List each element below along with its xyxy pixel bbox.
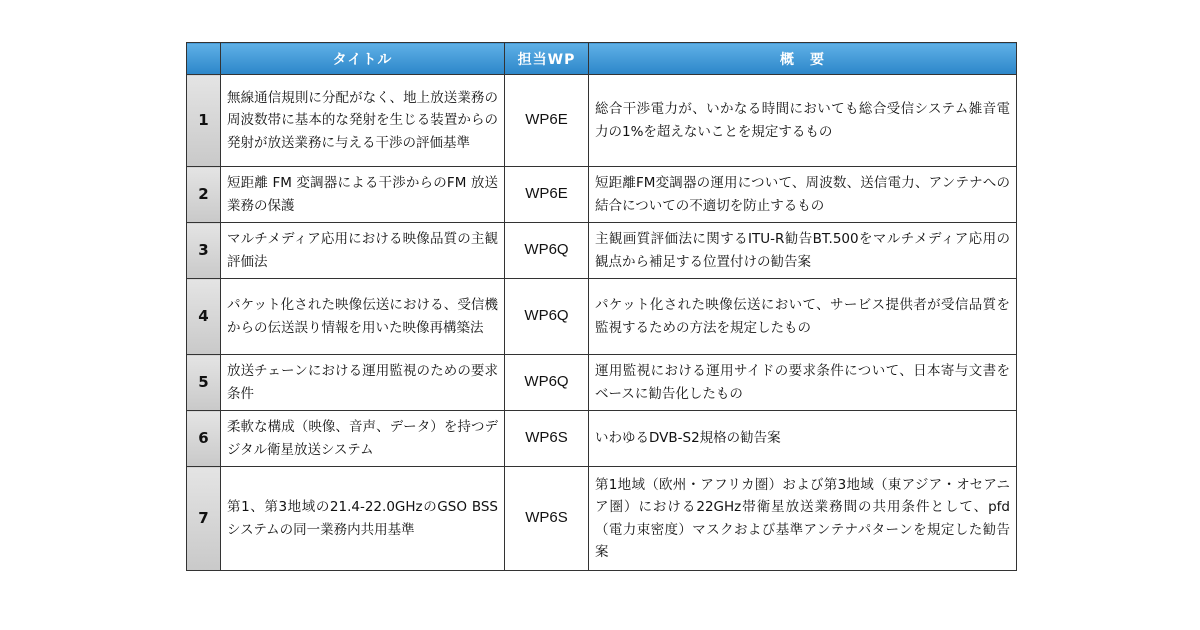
table-header-row	[187, 43, 1017, 75]
row-wp: WP6E	[505, 75, 589, 167]
row-summary: 短距離FM変調器の運用について、周波数、送信電力、アンテナへの結合についての不適切を防止するもの	[589, 167, 1017, 223]
row-title: マルチメディア応用における映像品質の主観評価法	[221, 223, 505, 279]
row-title: 第1、第3地域の21.4-22.0GHzのGSO BSSシステムの同一業務内共用基準	[221, 467, 505, 571]
table-row	[187, 223, 1017, 279]
row-wp: WP6Q	[505, 223, 589, 279]
header-number	[187, 43, 221, 75]
table-row	[187, 167, 1017, 223]
table-row	[187, 279, 1017, 355]
recommendations-table-container	[186, 42, 1016, 571]
header-wp: 担当WP	[505, 43, 589, 75]
table-row	[187, 75, 1017, 167]
row-title: パケット化された映像伝送における、受信機からの伝送誤り情報を用いた映像再構築法	[221, 279, 505, 355]
row-title: 放送チェーンにおける運用監視のための要求条件	[221, 355, 505, 411]
row-number: 7	[187, 467, 221, 571]
row-number: 1	[187, 75, 221, 167]
table-row	[187, 467, 1017, 571]
row-wp: WP6S	[505, 411, 589, 467]
row-summary: 主観画質評価法に関するITU-R勧告BT.500をマルチメディア応用の観点から補足する位置付けの勧告案	[589, 223, 1017, 279]
row-summary: 第1地域（欧州・アフリカ圏）および第3地域（東アジア・オセアニア圏）における22GHz帯衛星放送業務間の共用条件として、pfd（電力束密度）マスクおよび基準アンテナパターンを規定した勧告案	[589, 467, 1017, 571]
row-number: 4	[187, 279, 221, 355]
row-number: 6	[187, 411, 221, 467]
row-number: 5	[187, 355, 221, 411]
table-row	[187, 355, 1017, 411]
row-wp: WP6Q	[505, 279, 589, 355]
row-summary: 総合干渉電力が、いかなる時間においても総合受信システム雑音電力の1%を超えないことを規定するもの	[589, 75, 1017, 167]
row-wp: WP6E	[505, 167, 589, 223]
header-summary: 概 要	[589, 43, 1017, 75]
row-summary: 運用監視における運用サイドの要求条件について、日本寄与文書をベースに勧告化したもの	[589, 355, 1017, 411]
header-title: タイトル	[221, 43, 505, 75]
row-summary: パケット化された映像伝送において、サービス提供者が受信品質を監視するための方法を規定したもの	[589, 279, 1017, 355]
row-title: 無線通信規則に分配がなく、地上放送業務の周波数帯に基本的な発射を生じる装置からの発射が放送業務に与える干渉の評価基準	[221, 75, 505, 167]
recommendations-table	[186, 42, 1017, 571]
row-summary: いわゆるDVB-S2規格の勧告案	[589, 411, 1017, 467]
row-number: 3	[187, 223, 221, 279]
row-wp: WP6S	[505, 467, 589, 571]
table-row	[187, 411, 1017, 467]
row-wp: WP6Q	[505, 355, 589, 411]
row-title: 短距離 FM 変調器による干渉からのFM 放送業務の保護	[221, 167, 505, 223]
row-number: 2	[187, 167, 221, 223]
row-title: 柔軟な構成（映像、音声、データ）を持つデジタル衛星放送システム	[221, 411, 505, 467]
